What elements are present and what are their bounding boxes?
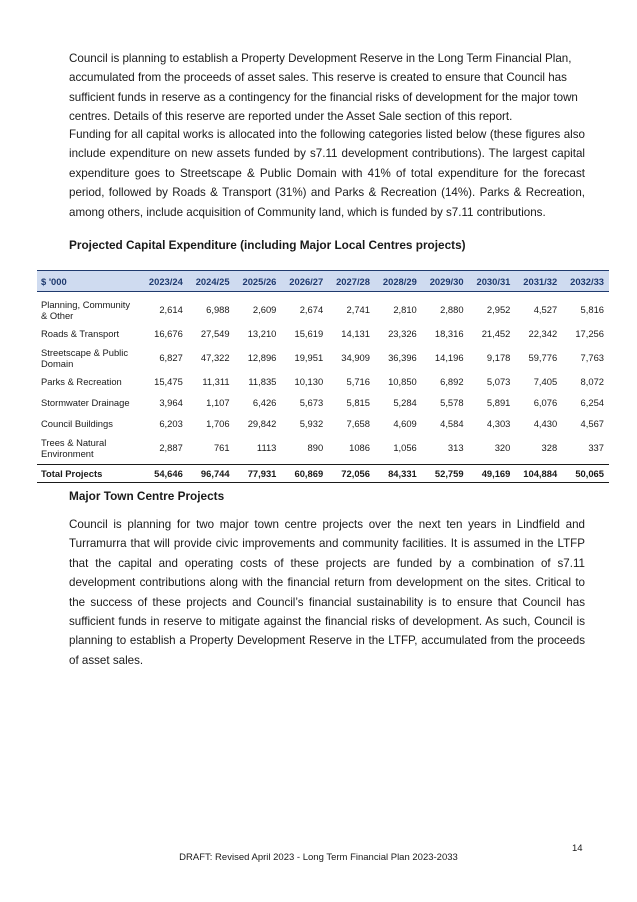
intro-paragraph-1: Council is planning to establish a Property Development Reserve in the Long Term Financial Plan, accumulated from the proceeds of asset sales. This reserve is created to ensure that Council has sufficient funds in reserve as a contingency for the financial risks of development for the major town centres. Details of this reserve are reported under the Asset Sale section of this report. [69, 52, 578, 124]
table-cell: 3,964 [159, 397, 183, 408]
table-row [37, 392, 609, 413]
total-cell: 96,744 [188, 465, 235, 483]
table-cell: 5,816 [580, 304, 604, 315]
table-cell: 6,254 [580, 397, 604, 408]
year-header: 2028/29 [375, 271, 422, 292]
capex-table [37, 270, 609, 483]
table-cell: 890 [307, 442, 324, 453]
table-row [37, 344, 609, 371]
table-cell: 6,827 [159, 352, 183, 363]
row-label: Streetscape & Public Domain [41, 346, 129, 369]
table-cell: 5,673 [299, 397, 324, 408]
table-cell: 2,674 [299, 304, 324, 315]
table-cell: 1,107 [206, 397, 230, 408]
table-cell: 34,909 [341, 352, 370, 363]
year-header: 2024/25 [188, 271, 235, 292]
table-cell: 21,452 [481, 328, 511, 339]
table-cell: 5,815 [346, 397, 370, 408]
table-cell: 9,178 [486, 352, 511, 363]
total-cell: 52,759 [422, 465, 469, 483]
table-cell: 5,932 [299, 418, 324, 429]
table-cell: 8,072 [580, 376, 604, 387]
table-heading: Projected Capital Expenditure (including Major Local Centres projects) [69, 238, 466, 252]
table-cell: 6,076 [533, 397, 558, 408]
table-cell: 17,256 [575, 328, 604, 339]
year-header: 2023/24 [141, 271, 188, 292]
table-cell: 7,763 [580, 352, 604, 363]
table-cell: 11,311 [202, 376, 230, 387]
total-cell: 84,331 [375, 465, 422, 483]
table-cell: 1113 [256, 442, 277, 453]
table-cell: 320 [494, 442, 511, 453]
table-cell: 1,056 [393, 442, 417, 453]
table-cell: 14,196 [434, 352, 464, 363]
year-header: 2025/26 [235, 271, 282, 292]
page-number: 14 [572, 843, 583, 854]
total-cell: 60,869 [281, 465, 328, 483]
table-cell: 6,203 [159, 418, 183, 429]
table-row [37, 292, 609, 324]
row-label: Council Buildings [41, 418, 113, 429]
table-cell: 2,810 [393, 304, 417, 315]
table-cell: 4,567 [580, 418, 604, 429]
table-cell: 2,887 [159, 442, 183, 453]
table-cell: 10,850 [388, 376, 417, 387]
row-label: Parks & Recreation [41, 376, 122, 387]
table-cell: 5,716 [346, 376, 370, 387]
table-cell: 29,842 [247, 418, 277, 429]
intro-paragraph-2: Funding for all capital works is allocated into the following categories listed below (these figures also include expenditure on new assets funded by s7.11 development contributions). The largest capital expenditure goes to Streetscape & Public Domain with 41% of total expenditure for the forecast period, followed by Roads & Transport (31%) and Parks & Recreation (14%). Parks & Recreation, among others, include acquisition of Community land, which is funded by s7.11 contributions. [69, 128, 585, 219]
table-cell: 328 [541, 442, 558, 453]
table-cell: 337 [588, 442, 604, 453]
table-cell: 5,578 [440, 397, 464, 408]
table-cell: 6,988 [206, 304, 230, 315]
total-label: Total Projects [37, 465, 141, 483]
total-cell: 54,646 [141, 465, 188, 483]
year-header: 2030/31 [469, 271, 516, 292]
table-cell: 2,609 [252, 304, 277, 315]
table-cell: 2,614 [159, 304, 183, 315]
year-header: 2027/28 [328, 271, 375, 292]
table-row [37, 323, 609, 344]
table-cell: 23,326 [388, 328, 417, 339]
table-cell: 14,131 [341, 328, 370, 339]
table-cell: 5,891 [486, 397, 511, 408]
table-cell: 12,896 [247, 352, 277, 363]
total-cell: 72,056 [328, 465, 375, 483]
total-cell: 50,065 [562, 465, 609, 483]
table-cell: 5,073 [486, 376, 511, 387]
table-cell: 36,396 [388, 352, 417, 363]
major-projects-heading: Major Town Centre Projects [69, 489, 225, 503]
year-header: 2032/33 [562, 271, 609, 292]
table-cell: 6,426 [252, 397, 277, 408]
table-cell: 47,322 [200, 352, 230, 363]
table-row [37, 434, 609, 465]
page-footer: DRAFT: Revised April 2023 - Long Term Financial Plan 2023-2033 [179, 852, 458, 863]
table-cell: 2,741 [346, 304, 370, 315]
table-row [37, 371, 609, 392]
table-cell: 59,776 [528, 352, 558, 363]
row-label: Stormwater Drainage [41, 397, 130, 408]
table-cell: 15,475 [154, 376, 183, 387]
table-cell: 27,549 [200, 328, 230, 339]
table-cell: 4,430 [533, 418, 558, 429]
table-cell: 4,584 [440, 418, 464, 429]
table-cell: 5,284 [393, 397, 417, 408]
table-cell: 4,303 [486, 418, 511, 429]
table-cell: 1,706 [206, 418, 230, 429]
table-cell: 761 [213, 442, 230, 453]
total-row [37, 465, 609, 483]
table-cell: 4,609 [393, 418, 417, 429]
table-cell: 7,405 [533, 376, 558, 387]
row-label: Roads & Transport [41, 328, 120, 339]
table-cell: 1086 [349, 442, 370, 453]
year-header: 2031/32 [515, 271, 562, 292]
table-cell: 18,316 [434, 328, 464, 339]
table-cell: 11,835 [248, 376, 277, 387]
unit-header: $ '000 [37, 271, 141, 292]
table-cell: 7,658 [346, 418, 370, 429]
table-cell: 313 [447, 442, 464, 453]
table-cell: 6,892 [440, 376, 464, 387]
table-cell: 4,527 [533, 304, 558, 315]
table-cell: 15,619 [294, 328, 324, 339]
table-cell: 2,952 [486, 304, 511, 315]
table-cell: 10,130 [294, 376, 324, 387]
year-header: 2026/27 [281, 271, 328, 292]
table-header-row [37, 271, 609, 292]
total-cell: 49,169 [469, 465, 516, 483]
major-projects-paragraph: Council is planning for two major town centre projects over the next ten years in Lindfield and Turramurra that will provide civic improvements and community facilities. It is assumed in the LTFP that the capital and operating costs of these projects are funded by a combination of s7.11 development contributions along with the financial return from development on the sites. Critical to the success of these projects and Council’s financial sustainability is to ensure that Council has sufficient funds in reserve to mitigate against the financial risks of development. As such, Council is planning to establish a Property Development Reserve in the LTFP, accumulated from the proceeds of asset sales. [69, 518, 585, 667]
table-cell: 19,951 [294, 352, 324, 363]
row-label: Planning, Community & Other [41, 298, 131, 321]
row-label: Trees & Natural Environment [41, 436, 107, 459]
total-cell: 77,931 [235, 465, 282, 483]
table-row [37, 413, 609, 434]
year-header: 2029/30 [422, 271, 469, 292]
table-cell: 16,676 [154, 328, 183, 339]
table-cell: 22,342 [528, 328, 558, 339]
total-cell: 104,884 [515, 465, 562, 483]
table-cell: 2,880 [440, 304, 464, 315]
table-cell: 13,210 [247, 328, 277, 339]
